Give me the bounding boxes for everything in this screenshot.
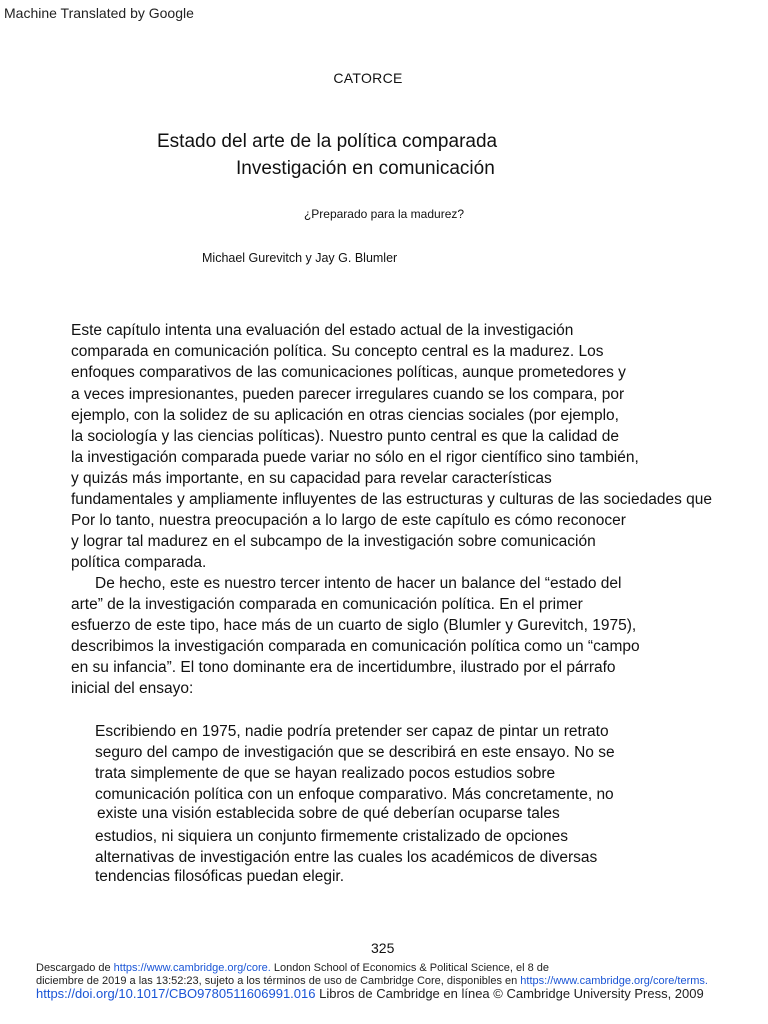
cambridge-core-link[interactable]: https://www.cambridge.org/core. <box>113 962 271 974</box>
paragraph-line: ejemplo, con la solidez de su aplicación en otras ciencias sociales (por ejemplo, <box>71 407 619 424</box>
doi-link[interactable]: https://doi.org/10.1017/CBO9780511606991.016 <box>36 986 316 1001</box>
paragraph-line: la sociología y las ciencias políticas). Nuestro punto central es que la calidad de <box>71 428 619 445</box>
quote-line: estudios, ni siquiera un conjunto firmemente cristalizado de opciones <box>95 828 569 845</box>
chapter-label: CATORCE <box>333 70 403 86</box>
paragraph-line: describimos la investigación comparada en comunicación política como un “campo <box>71 638 640 655</box>
chapter-title-line-1: Estado del arte de la política comparada <box>157 131 498 152</box>
paragraph-line: la investigación comparada puede variar no sólo en el rigor científico sino también, <box>71 449 639 466</box>
copyright-text: Libros de Cambridge en línea © Cambridge University Press, 2009 <box>319 986 704 1001</box>
paragraph-line: arte” de la investigación comparada en comunicación política. En el primer <box>71 596 583 613</box>
download-notice-text: London School of Economics & Political Science, el 8 de <box>270 962 550 974</box>
chapter-subtitle: ¿Preparado para la madurez? <box>303 207 465 221</box>
paragraph-line: comparada en comunicación política. Su concepto central es la madurez. Los <box>71 343 604 360</box>
paragraph-line: y quizás más importante, en su capacidad para revelar características <box>71 470 552 487</box>
download-notice-text: Descargado de <box>36 962 114 974</box>
quote-line: trata simplemente de que se hayan realizado pocos estudios sobre <box>95 765 556 782</box>
quote-line: alternativas de investigación entre las cuales los académicos de diversas <box>95 849 598 866</box>
paragraph-line: De hecho, este es nuestro tercer intento de hacer un balance del “estado del <box>95 575 622 592</box>
page-number: 325 <box>371 940 395 956</box>
paragraph-line: inicial del ensayo: <box>71 680 194 697</box>
paragraph-line: en su infancia”. El tono dominante era de incertidumbre, ilustrado por el párrafo <box>71 659 616 676</box>
quote-line: Escribiendo en 1975, nadie podría pretender ser capaz de pintar un retrato <box>95 723 609 740</box>
quote-line: comunicación política con un enfoque comparativo. Más concretamente, no <box>95 786 614 803</box>
paragraph-line: enfoques comparativos de las comunicaciones políticas, aunque prometedores y <box>71 364 626 381</box>
quote-line: tendencias filosóficas puedan elegir. <box>95 868 345 885</box>
paragraph-line: Por lo tanto, nuestra preocupación a lo largo de este capítulo es cómo reconocer <box>71 512 626 529</box>
doi-copyright-line <box>36 986 704 1001</box>
paragraph-line: política comparada. <box>71 554 207 571</box>
cambridge-terms-link[interactable]: https://www.cambridge.org/core/terms. <box>520 975 708 987</box>
paragraph-line: esfuerzo de este tipo, hace más de un cuarto de siglo (Blumler y Gurevitch, 1975), <box>71 617 637 634</box>
paragraph-line: y lograr tal madurez en el subcampo de la investigación sobre comunicación <box>71 533 596 550</box>
download-notice-text: diciembre de 2019 a las 13:52:23, sujeto a los términos de uso de Cambridge Core, disponibles en <box>36 975 521 987</box>
quote-line: existe una visión establecida sobre de qué deberían ocuparse tales <box>97 805 560 822</box>
quote-line: seguro del campo de investigación que se describirá en este ensayo. No se <box>95 744 615 761</box>
download-notice-line-1 <box>36 962 549 974</box>
paragraph-line: Este capítulo intenta una evaluación del estado actual de la investigación <box>71 322 574 339</box>
authors: Michael Gurevitch y Jay G. Blumler <box>202 251 398 265</box>
chapter-title-line-2: Investigación en comunicación <box>236 158 495 179</box>
paragraph-line: a veces impresionantes, pueden parecer irregulares cuando se los compara, por <box>71 386 625 403</box>
paragraph-line: fundamentales y ampliamente influyentes de las estructuras y culturas de las sociedades que <box>71 491 713 508</box>
machine-translation-banner: Machine Translated by Google <box>4 5 194 21</box>
